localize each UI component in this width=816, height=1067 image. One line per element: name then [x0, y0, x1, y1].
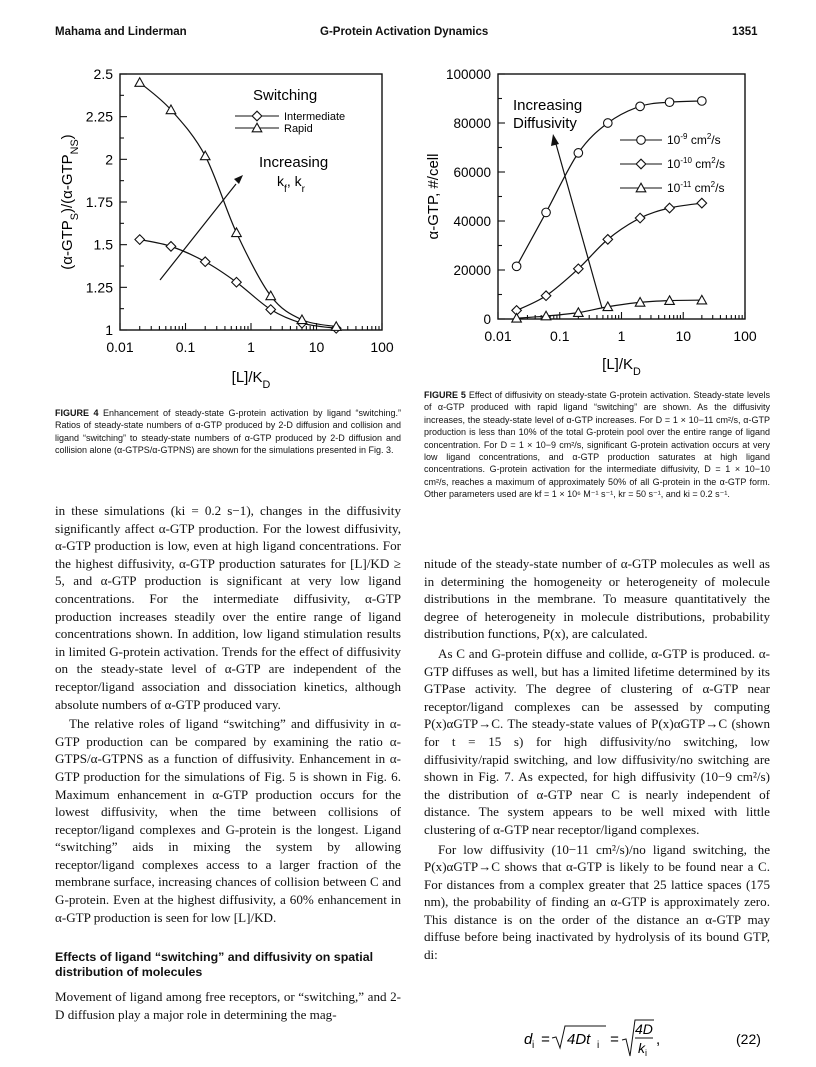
fig5-x-tick-label: 100 [733, 328, 757, 344]
fig5-x-tick-label: 1 [617, 328, 626, 344]
fig4-data-point-rapid [135, 78, 145, 87]
eq-equals-1: = [537, 1031, 555, 1048]
fig4-annotation-line-2: $k_f$, $k_r$ [277, 173, 305, 195]
fig4-x-axis-label: $[L]/K_D$ [231, 369, 271, 391]
fig4-y-axis-label: $(\alpha-GTP_S)/(\alpha-GTP_{NS})$ [59, 134, 81, 270]
page-number: 1351 [732, 26, 758, 38]
fig5-data-point-series-0 [636, 102, 645, 111]
fig4-y-tick-label: 1 [105, 322, 113, 338]
fig4-data-point-intermediate [232, 277, 242, 287]
fig5-legend-label: $10^{-9}$ $cm^2/s$ [667, 132, 721, 147]
figure-5-chart [420, 62, 760, 382]
fig5-legend-marker [636, 159, 646, 169]
body-right-paragraph-3: For low diffusivity (10−11 cm²/s)/no ligand switching, the P(x)αGTP→C shows that α-GTP is likely to be found near a C. For distances from a complex greater that 25 lattice spaces (175 nm), the probability of finding an α-GTP is approximately zero. This distance is on the order of the distance an α-GTP may diffuse before being inactivated by hydrolysis of its bound GTP, di: [424, 841, 770, 963]
fig4-y-tick-label: 1.25 [85, 279, 113, 296]
fig4-data-point-rapid [266, 291, 276, 300]
eq-lhs-sub: i [532, 1040, 535, 1051]
fig5-legend-label: $10^{-11}$ $cm^2/s$ [667, 180, 725, 195]
eq-number: (22) [736, 1031, 761, 1047]
eq-frac-num: 4D [635, 1021, 653, 1037]
fig5-data-point-series-0 [665, 98, 674, 107]
body-right-paragraph-1: nitude of the steady-state number of α-GTP molecules as well as in determining the homogeneity or heterogeneity of molecule distributions in the membrane. To measure quantitatively the degree of heterogeneity in molecule distributions, probability distribution functions, P(x), are calculated. [424, 556, 770, 642]
body-left-paragraph-2: The relative roles of ligand “switching” and diffusivity in α-GTP production can be compared by examining the ratio α-GTPS/α-GTPNS as a function of diffusivity. Enhancement in α-GTP production for the simulations of Fig. 5 is shown in Fig. 6. Maximum enhancement in α-GTP production occurs for the lowest diffusivity, when the time between collisions of receptor/ligand complexes and G-protein is the longest. Ligand “switching” aids in mixing the system by allowing receptor/ligand complexes access to a larger fraction of the membrane surface, increasing chances of collision between C and G-protein. Even at the highest diffusivity, a 60% enhancement in α-GTP production is seen for low [L]/KD. [55, 716, 401, 925]
fig4-x-tick-label: 100 [370, 339, 394, 355]
fig5-x-tick-label: 0.1 [550, 328, 570, 344]
fig5-y-tick-label: 80000 [453, 116, 491, 131]
fig4-x-tick-label: 0.01 [106, 339, 134, 355]
fig4-data-point-intermediate [200, 257, 210, 267]
body-left-last-paragraph [55, 988, 401, 1023]
fig5-data-point-series-0 [574, 149, 583, 158]
fig4-legend-label: Intermediate [284, 111, 346, 123]
fig5-legend-label: $10^{-10}$ $cm^2/s$ [667, 156, 726, 171]
fig5-y-tick-label: 0 [483, 312, 491, 327]
fig4-y-tick-label: 2.5 [93, 66, 113, 82]
fig5-x-axis-label: $[L]/K_D$ [602, 356, 641, 378]
section-heading: Effects of ligand “switching” and diffusivity on spatial distribution of molecules [55, 950, 374, 979]
figure-4-caption-label: FIGURE 4 [55, 408, 99, 418]
body-right-paragraph-2: As C and G-protein diffuse and collide, α-GTP is produced. α-GTP diffuses as well, but has a limited lifetime determined by its GTPase activity. The degree of clustering of α-GTP near receptor/ligand complexes can be assessed by computing P(x)αGTP→C. The steady-state values of P(x)αGTP→C (shown for t = 15 s) for high diffusivity/no switching, low diffusivity/rapid switching, and low diffusivity/no switching are shown in Fig. 7. As expected, for high diffusivity (10−9 cm²/s) the distribution of α-GTP near C is nearly independent of distance. The system appears to be well mixed with little clustering of α-GTP near receptor/ligand complexes. [424, 645, 770, 837]
fig5-y-tick-label: 60000 [453, 165, 491, 180]
eq-lhs: d [524, 1031, 533, 1048]
fig4-data-point-rapid [232, 228, 242, 237]
fig5-data-point-series-0 [698, 97, 707, 106]
fig4-arrow-head [234, 175, 243, 184]
fig4-x-tick-label: 10 [308, 339, 325, 355]
fig4-y-tick-label: 1.75 [85, 194, 113, 210]
fig4-x-tick-label: 1 [247, 339, 255, 355]
body-right-column [424, 555, 770, 964]
fig5-arrow-head [551, 134, 559, 146]
fig5-annotation-line-1: Increasing [513, 97, 583, 114]
fig4-y-tick-label: 2 [105, 151, 113, 168]
equation-22 [424, 1018, 770, 1058]
eq-equals-2: = [606, 1031, 624, 1048]
fig5-y-tick-label: 100000 [445, 67, 491, 82]
eq-frac-den-sub: i [645, 1048, 647, 1058]
fig5-data-point-series-0 [604, 119, 613, 128]
fig4-data-point-rapid [297, 315, 307, 324]
figure-4-caption-text: Enhancement of steady-state G-protein activation by ligand “switching.” Ratios of steady-state numbers of α-GTP produced by 2-D diffusion and collision and ligand “switching” to steady-state numbers of α-GTP produced by 2-D diffusion and collision alone (α-GTPS/α-GTPNS) are shown for the simulations presented in Fig. 3. [55, 408, 401, 456]
figure-5-caption-text: Effect of diffusivity on steady-state G-protein activation. Steady-state levels of α-GTP produced with rapid ligand “switching” are shown. As the diffusivity increases, the steady-state level of α-GTP increases. For D = 1 × 10−11 cm²/s, α-GTP production is less than 10% of the total G-protein pool over the entire range of ligand concentration. For D = 1 × 10−9 cm²/s, significant G-protein activation occurs at very low ligand concentrations, and α-GTP production saturates at high ligand concentrations. G-protein activation for the intermediate diffusivity, D = 1 × 10−10 cm²/s, reaches a maximum of approximately 50% of all G-protein in the α-GTP form. Other parameters used are kf = 1 × 10⁶ M⁻¹ s⁻¹, kr = 50 s⁻¹, and ki = 0.2 s⁻¹. [424, 390, 770, 500]
fig5-data-point-series-1 [541, 291, 551, 301]
fig5-data-point-series-1 [697, 198, 707, 208]
figure-5-caption-label: FIGURE 5 [424, 390, 466, 400]
body-left-paragraph-1: in these simulations (ki = 0.2 s−1), changes in the diffusivity significantly affect α-GTP production. For the lowest diffusivity, α-GTP production is low, even at high ligand concentrations. For the highest diffusivity, α-GTP production saturates for [L]/KD ≥ 5, and α-GTP production is significant at very low ligand concentrations. For the intermediate diffusivity, α-GTP production increases steadily over the entire range of ligand concentrations shown. In addition, low ligand stimulation results in limited G-protein activation. Trends for the effect of diffusivity on the steady-state level of α-GTP are independent of the receptor/ligand association and dissociation kinetics, although absolute numbers of α-GTP produced vary. [55, 503, 401, 712]
fig5-x-tick-label: 10 [675, 328, 692, 344]
fig4-data-point-intermediate [266, 305, 276, 315]
figure-5-caption [424, 389, 770, 501]
eq-tail: , [656, 1031, 661, 1048]
eq-sqrt-1-sub: i [597, 1040, 600, 1051]
fig5-y-axis-label: α-GTP, #/cell [425, 153, 442, 240]
fig4-data-point-rapid [200, 151, 210, 160]
fig5-y-tick-label: 20000 [453, 263, 491, 278]
fig5-data-point-series-1 [665, 203, 675, 213]
running-head-title: G-Protein Activation Dynamics [320, 26, 489, 38]
running-head-authors: Mahama and Linderman [55, 26, 187, 38]
fig4-legend-marker [252, 111, 262, 121]
fig4-x-tick-label: 0.1 [175, 339, 196, 355]
fig4-arrow-shaft [160, 184, 236, 280]
fig4-data-point-intermediate [135, 235, 145, 245]
fig4-annotation-line-1: Increasing [259, 154, 329, 171]
body-left-paragraph-3: Movement of ligand among free receptors, or “switching,” and 2-D diffusion play a major role in determining the mag- [55, 989, 401, 1022]
fig4-legend-label: Rapid [284, 123, 313, 135]
fig5-data-point-series-0 [512, 262, 521, 271]
fig5-x-tick-label: 0.01 [484, 328, 512, 344]
figure-4-chart [55, 62, 405, 402]
fig4-legend-title: Switching [253, 87, 318, 104]
body-left-column [55, 502, 401, 926]
fig5-data-point-series-1 [635, 213, 645, 223]
fig5-annotation-line-2: Diffusivity [513, 115, 577, 132]
fig5-data-point-series-0 [542, 208, 551, 217]
fig4-y-tick-label: 2.25 [85, 108, 113, 125]
fig5-legend-marker [637, 136, 646, 145]
fig5-arrow-shaft [556, 144, 602, 308]
eq-sqrt-1-body: 4Dt [567, 1031, 591, 1048]
eq-frac-den: k [638, 1040, 645, 1056]
fig5-y-tick-label: 40000 [453, 214, 491, 229]
figure-4-caption [55, 407, 401, 457]
fig4-data-point-intermediate [166, 242, 176, 252]
fig4-y-tick-label: 1.5 [93, 236, 113, 253]
